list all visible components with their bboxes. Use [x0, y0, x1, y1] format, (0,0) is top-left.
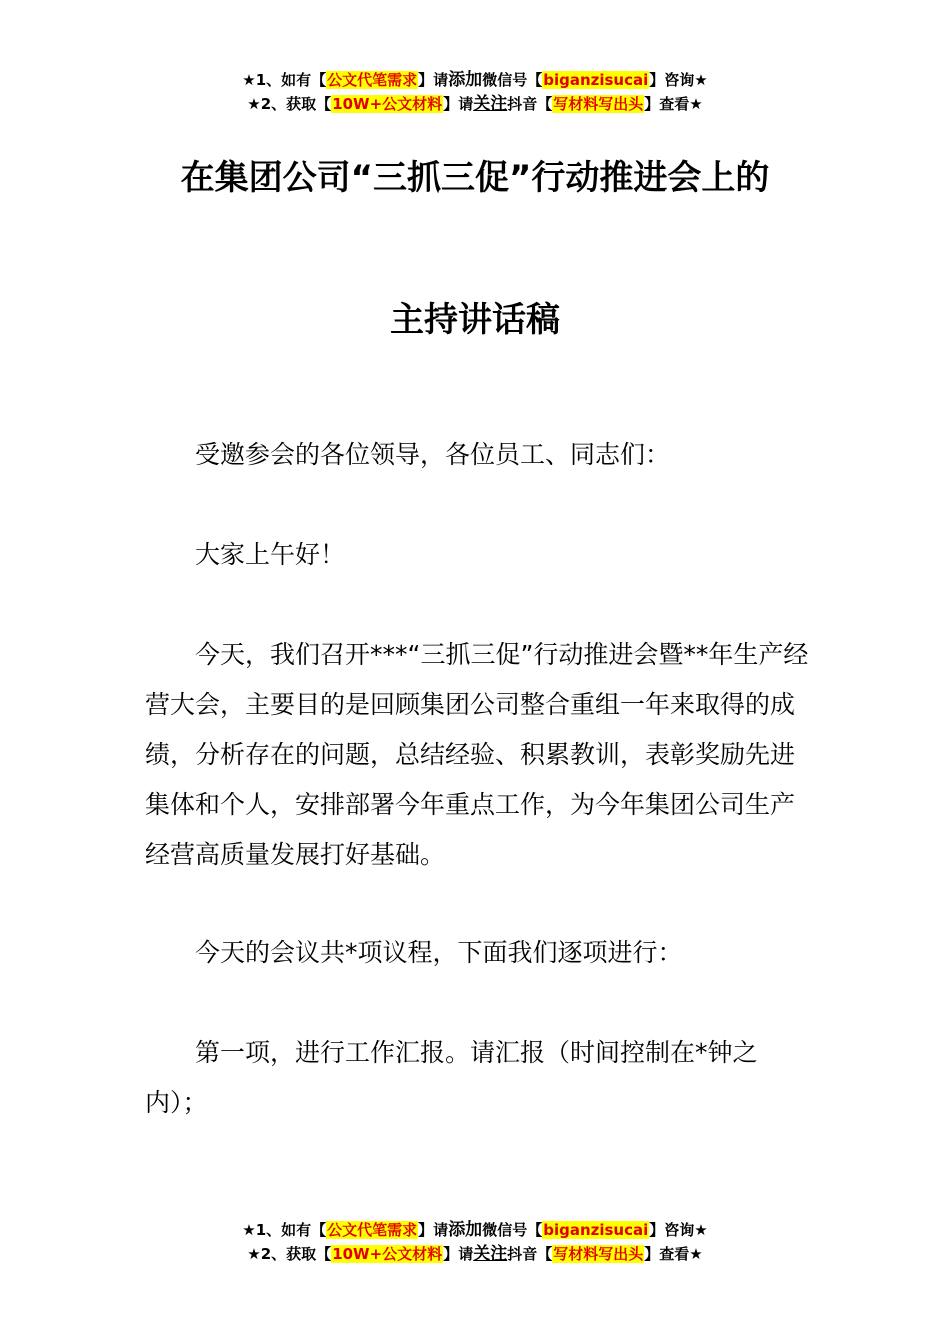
banner-text: ★1、如有【	[242, 1221, 327, 1239]
banner-highlight: 写材料写出头	[553, 95, 644, 113]
document-title-line-2: 主持讲话稿	[390, 300, 560, 340]
banner-highlight: biganzisucai	[543, 1221, 649, 1239]
banner-line-2	[0, 92, 950, 116]
document-title-line-1: 在集团公司“三抓三促”行动推进会上的	[180, 158, 770, 198]
agenda-paragraph: 今天的会议共*项议程，下面我们逐项进行：	[195, 938, 683, 967]
banner-highlight: 写材料写出头	[553, 1245, 644, 1263]
banner-line-1	[0, 68, 950, 92]
banner-text: 】查看★	[644, 1245, 703, 1263]
banner-text: 抖音【	[507, 95, 553, 113]
intro-paragraph: 今天，我们召开***“三抓三促”行动推进会暨**年生产经营大会，主要目的是回顾集团公司整合重组一年来取得的成绩，分析存在的问题，总结经验、积累教训，表彰奖励先进集体和个人，安排部署今年重点工作，为今年集团公司生产经营高质量发展打好基础。	[145, 640, 809, 869]
banner-line-1	[0, 1218, 950, 1242]
banner-text: 】咨询★	[649, 71, 708, 89]
banner-emphasis: 添加	[448, 1220, 483, 1240]
header-banner	[0, 68, 950, 116]
banner-highlight: 10W+公文材料	[332, 95, 443, 113]
banner-text: ★2、获取【	[247, 95, 332, 113]
agenda-item-1-paragraph: 第一项，进行工作汇报。请汇报（时间控制在*钟之内）；	[145, 1038, 758, 1117]
banner-text: 抖音【	[507, 1245, 553, 1263]
banner-text: 】请	[443, 1245, 474, 1263]
banner-highlight: 公文代笔需求	[327, 71, 418, 89]
footer-banner	[0, 1218, 950, 1266]
hello-paragraph: 大家上午好！	[195, 540, 346, 569]
banner-text: 】咨询★	[649, 1221, 708, 1239]
banner-text: 微信号【	[482, 1221, 543, 1239]
banner-text: 】请	[418, 71, 449, 89]
banner-emphasis: 关注	[473, 1244, 508, 1264]
banner-text: 】请	[443, 95, 474, 113]
banner-emphasis: 添加	[448, 70, 483, 90]
banner-text: 微信号【	[482, 71, 543, 89]
banner-highlight: 10W+公文材料	[332, 1245, 443, 1263]
banner-text: ★1、如有【	[242, 71, 327, 89]
banner-text: 】查看★	[644, 95, 703, 113]
banner-emphasis: 关注	[473, 94, 508, 114]
banner-highlight: biganzisucai	[543, 71, 649, 89]
banner-text: ★2、获取【	[247, 1245, 332, 1263]
greeting-paragraph: 受邀参会的各位领导，各位员工、同志们：	[195, 440, 671, 469]
banner-text: 】请	[418, 1221, 449, 1239]
banner-highlight: 公文代笔需求	[327, 1221, 418, 1239]
banner-line-2	[0, 1242, 950, 1266]
